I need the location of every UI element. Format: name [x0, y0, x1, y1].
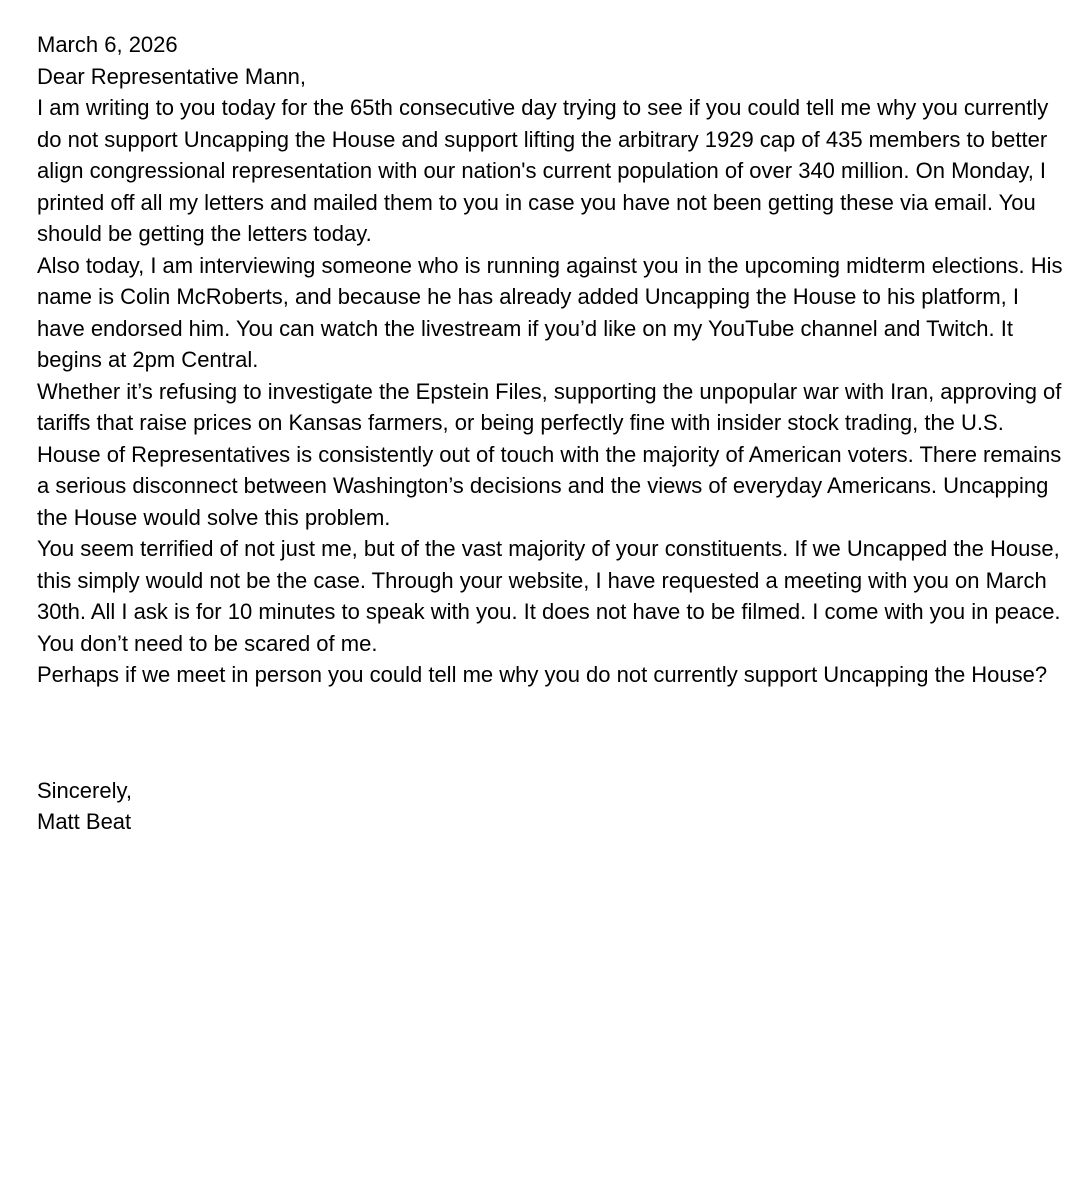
letter-closing: Sincerely, [37, 777, 132, 803]
letter-paragraph-5: Perhaps if we meet in person you could tell me why you do not currently support Uncapping the House? [37, 662, 1048, 687]
letter-paragraph-4: You seem terrified of not just me, but of the vast majority of your constituents. If we Uncapped the House, this simply would not be the case. Through your website, I have requested a meeting with you on March 30th. All I ask is for 10 minutes to speak with you. It does not have to be filmed. I come with you in peace. You don’t need to be scared of me. [37, 536, 1061, 656]
letter-date: March 6, 2026 [37, 32, 178, 57]
letter-salutation: Dear Representative Mann, [37, 63, 307, 89]
letter-paragraph-1: I am writing to you today for the 65th consecutive day trying to see if you could tell me why you currently do not support Uncapping the House and support lifting the arbitrary 1929 cap of 435 members to better align congressional representation with our nation's current population of over 340 million. On Monday, I printed off all my letters and mailed them to you in case you have not been getting these via email. You should be getting the letters today. [37, 95, 1049, 246]
letter-paragraph-2: Also today, I am interviewing someone who is running against you in the upcoming midterm elections. His name is Colin McRoberts, and because he has already added Uncapping the House to his platform, I have endorsed him. You can watch the livestream if you’d like on my YouTube channel and Twitch. It begins at 2pm Central. [37, 252, 1063, 372]
letter [37, 29, 1067, 838]
letter-signature: Matt Beat [37, 809, 132, 834]
letter-paragraph-3: Whether it’s refusing to investigate the Epstein Files, supporting the unpopular war with Iran, approving of tariffs that raise prices on Kansas farmers, or being perfectly fine with insider stock trading, the U.S. House of Representatives is consistently out of touch with the majority of American voters. There remains a serious disconnect between Washington’s decisions and the views of everyday Americans. Uncapping the House would solve this problem. [37, 378, 1062, 530]
